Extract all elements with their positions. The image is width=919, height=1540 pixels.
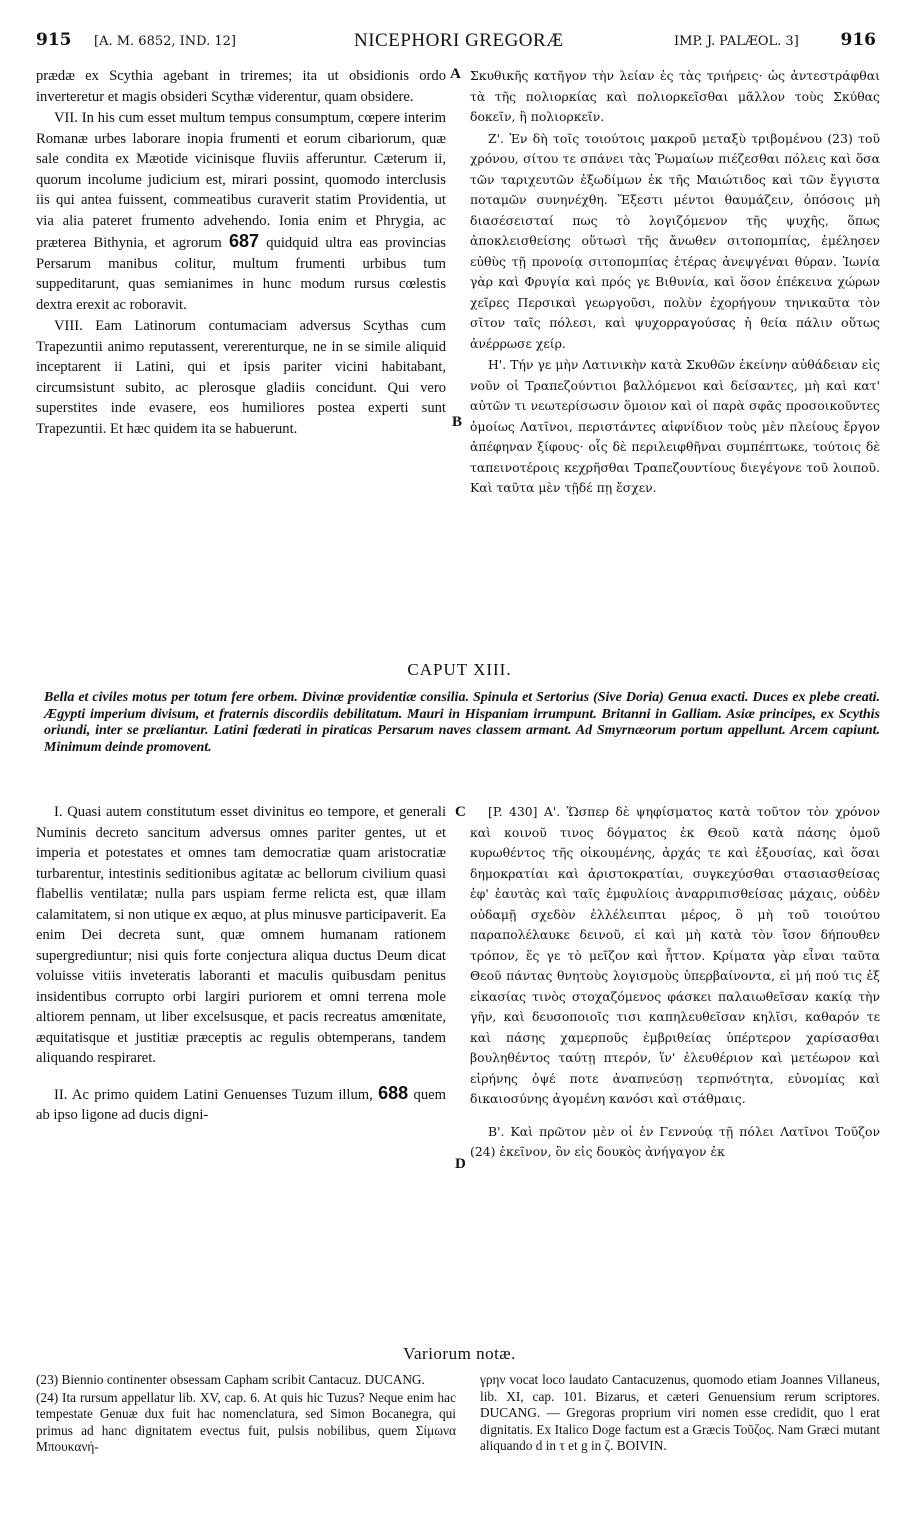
column-marker-d: D [455, 1156, 466, 1172]
page-number-left: 915 [36, 30, 72, 50]
latin-paragraph-ii-continued: quem ab ipso ligone ad ducis digni- [36, 1086, 446, 1123]
latin-paragraph-ii-text: II. Ac primo quidem Latini Genuenses Tuzum illum, [54, 1086, 373, 1103]
greek-column-section1 [470, 66, 880, 641]
year-indiction-bracket: [A. M. 6852, IND. 12] [94, 34, 236, 49]
chapter-argument: Bella et civiles motus per totum fere orbem. Divinæ providentiæ consilia. Spinula et Sertorius (Sive Doria) Genua exacti. Duces ex plebe creati. Ægypti imperium divisum, et fraternis discordiis debilitatum. Mauri in Hispaniam irrumpunt. Britanni in Galliam. Asiæ principes, ex Scythis oriundi, inter se præliantur. Latini fœderati in piraticas Persarum naves classem armant. Ad Smyrnæorum portum appellunt. Arcem capiunt. Minimum deinde promovent. [44, 690, 880, 755]
latin-paragraph-ii [36, 1083, 446, 1126]
margin-page-marker-687: 687 [229, 231, 260, 251]
latin-column-section1 [36, 66, 446, 636]
greek-paragraph-a [470, 802, 880, 1110]
latin-paragraph-i: I. Quasi autem constitutum esset divinitus eo tempore, et generali Numinis decreto sancitum adversus omnes pariter gentes, ut et imperia et potestates et omnes tam democratiæ quam aristocratiæ turbarentur, intestinis seditionibus agitatæ ac bellorum civilium quasi flabellis ventilatæ; nulla pars uspiam ferme relicta est, quæ illam calamitatem, si non utique ex æquo, at plus minusve participaverit. Ea enim Dei decreta sunt, quæ omnem humanam rationem supergrediuntur; nisi quis forte conjectura aliqua ductus Deum dicat voluisse vitiis inveteratis laboranti et maculis quibusdam penitus insidentibus corrupto orbi largiri puriorem et omni terrena mole altiorem pennam, ut liber excelsusque, et pacis recreatus amœnitate, æquitatisque et justitiæ præceptis ac regulis obtemperans, tandem aliquando respiraret. [36, 804, 446, 1066]
greek-paragraph: Σκυθικῆς κατῆγον τὴν λείαν ἐς τὰς τριήρεις· ὡς ἀντεστράφθαι τὰ τῆς πολιορκίας καὶ πολιορκεῖσθαι μᾶλλον τοὺς Σκύθας δοκεῖν, ἢ πολιορκεῖν. [470, 68, 880, 124]
notes-left-column [36, 1372, 456, 1522]
margin-page-marker-688: 688 [378, 1082, 409, 1103]
greek-paragraph-z: Ζ'. Ἐν δὴ τοῖς τοιούτοις μακροῦ μεταξὺ τριβομένου (23) τοῦ χρόνου, σίτου τε σπάνει τὰς Ῥωμαίων πιέζεσθαι πόλεις καὶ ὅσα τῶν ταριχευτῶν ἐξωδίμων ἐκ τῆς Μαιώτιδος καὶ τῶν ἔγγιστα ποταμῶν συνηνέχθη. Ἔξεστι μέντοι θαυμάζειν, ὁπόσοις μὴ διασέσεισταί πως τὸ λογιζόμενον τῆς ψυχῆς, ὅπως ἀποκλεισθείσης οὕτωσὶ τῆς ἄνωθεν σιτοπομπίας, ἐμέλησεν εὐθὺς τῇ προνοίᾳ σιτοπομπίας ἑτέρας ἀνεψγέναι θύραν. Ἰωνία γὰρ καὶ Φρυγία καὶ πρός γε Βιθυνία, καὶ ὅσον ἐπέκεινα χώρων χεῖρες Περσικαὶ γεωργοῦσι, πολὺν ἐχορήγουν τηνικαῦτα τὸν σῖτον ταῖς πόλεσι, καὶ ψυχορραγούσας ἡ θεία πάλιν οὕτως ἀνέρρωσε χείρ. [470, 130, 880, 351]
latin-paragraph-vii-text: VII. In his cum esset multum tempus consumptum, cœpere interim Romanæ urbes laborare inopia frumenti et eorum cibariorum, quæ sale condita ex Mæotide vicinisque fluviis afferuntur. Cæterum ii, quorum incolume judicium est, mirari possint, quomodo interclusis iis qui antea fuissent, commeatibus curaverit statim Providentia, ut via alia pateret frumento advehendo. Ionia enim et Phrygia, ac præterea Bithynia, et agrorum [36, 110, 446, 251]
notes-right-column [480, 1372, 880, 1522]
greek-paragraph-h: Η'. Τήν γε μὴν Λατινικὴν κατὰ Σκυθῶν ἐκείνην αὐθάδειαν εἰς νοῦν οἱ Τραπεζούντιοι βαλλόμενοι καὶ δείσαντες, μὴ καὶ κατ' αὐτῶν τι νεωτερίσωσιν ὅμοιον καὶ οἱ παρὰ σφᾶς προσοικοῦντες ὁμοίως Λατῖνοι, περιστάντες αἰφνίδιον τοὺς μὲν πλείους ἔργον ἀπέφηναν ξίφους· οἷς δὲ περιλειφθῆναι συμπέπτωκε, τούτοις δὲ ταπεινοτέροις κεχρῆσθαι Τραπεζουντίους διεγέγονε τοῦ λοιποῦ. Καὶ ταῦτα μὲν τῇδέ πῃ ἔσχεν. [470, 357, 880, 495]
column-marker-c: C [455, 804, 466, 820]
column-marker-a: A [450, 66, 461, 82]
latin-paragraph-viii: VIII. Eam Latinorum contumaciam adversus Scythas cum Trapezuntii animo reputassent, vererenturque, ne in se simile aliquid inceptarent ii Latini, qui et ipsis pariter vicini habitabant, circumsistunt subito, ac plerosque gladiis concidunt. Qui vero superstites inde evasere, eos humiliores postea experti sunt Trapezuntii. Et hæc quidem ita se habuerunt. [36, 318, 446, 437]
column-marker-b: B [452, 414, 463, 430]
footnote-24-continued: γρην vocat loco laudato Cantacuzenus, quomodo etiam Joannes Villaneus, lib. XI, cap. 101. Bizarus, et cæteri Genuensium rerum scriptores. DUCANG. — Gregoras proprium viri nomen esse credidit, quo l erat dignitatis. Ex Italico Doge factum est a Græcis Τοῦζος. Nam Græci mutant aliquando d in τ et g in ζ. BOIVIN. [480, 1372, 880, 1453]
chapter-title: CAPUT XIII. [407, 660, 512, 679]
greek-paragraph-a-text: Α'. Ὥσπερ δὲ ψηφίσματος κατὰ τοῦτον τὸν χρόνον καὶ κοινοῦ τινος δόγματος ἐκ Θεοῦ κατὰ πάσης ὁμοῦ κυρωθέντος τῆς οἰκουμένης, ἀρχάς τε καὶ ἐξουσίας, καὶ ὅσαι δημοκρατίαι καὶ ἀριστοκρατίαι, συγκεχύσθαι στασιασθείσας ἐφ' ἑαυτὰς καὶ ταῖς ἐμφυλίοις ἀναρριπισθείσας μάχαις, οὐδὲν οὐδαμῇ σχεδὸν ἐλλέλειπται μέρος, ὃ μὴ τοῦ τοιούτου παραπολέλαυκε δεινοῦ, εἰ καὶ μὴ κατὰ τὸν ἴσον δήπουθεν τρόπον, ἕς γε τὸ μεῖζον καὶ ἧττον. Κρίματα γὰρ εἶναι ταῦτα Θεοῦ πάντας θνητοὺς λογισμοὺς ὑπερβαίνοντα, εἰ μή πού τις ἐξ εἰκασίας τινὸς στοχαζόμενος φάσκει παλαιωθεῖσαν κακίᾳ τὴν γῆν, καὶ δευσοποιοῖς τισι καπηλευθεῖσαν κηλῖσι, καθαρόν τε καὶ πάσης χαμερποῦς ἐμβριθείας ὑπέρτερον χαρίσασθαι βουληθέντος ταύτῃ πτερόν, ἵν' ἐλευθέριον καὶ μετέωρον καὶ εἰρήνης ὀψέ ποτε ἀναπνεύσῃ τερπνότητα, εὐνομίας καὶ δικαιοσύνης ἀγομένη κανόσι καὶ στάθμαις. [470, 804, 880, 1106]
greek-paragraph-b: Β'. Καὶ πρῶτον μὲν οἱ ἐν Γεννούᾳ τῇ πόλει Λατῖνοι Τοῦζον (24) ἐκεῖνον, ὃν εἰς δουκὸς ἀνήγαγον ἐκ [470, 1123, 880, 1159]
emperor-bracket: IMP. J. PALÆOL. 3] [674, 34, 799, 49]
greek-column-section2 [470, 802, 880, 1342]
latin-paragraph-vii-continued: quidquid ultra eas provincias Persarum manibus colitur, multum frumenti urbibus tum suppeditarunt, quas semianimes in hunc modum rursus cœlestis dextra erexit ac roboravit. [36, 235, 446, 313]
author-title: NICEPHORI GREGORÆ [354, 30, 564, 51]
latin-paragraph-vii [36, 108, 446, 315]
running-head [36, 30, 876, 56]
latin-paragraph: prædæ ex Scythia agebant in triremes; ita ut obsidionis ordo inverteretur et magis obsideri Scythæ viderentur, quam obsidere. [36, 68, 446, 105]
latin-column-section2 [36, 802, 446, 1337]
footnote-24: (24) Ita rursum appellatur lib. XV, cap. 6. At quis hic Tuzus? Neque enim hac tempestate Genuæ dux fuit hac nomenclatura, sed Simon Bocanegra, qui primus ad hanc dignitatem evectus fuit, pulsis nobilibus, quem Σίμωνα Μπουκανή- [36, 1389, 456, 1454]
notes-title: Variorum notæ. [403, 1344, 516, 1363]
original-page-number: [P. 430] [488, 804, 538, 819]
footnote-23: (23) Biennio continenter obsessam Capham scribit Cantacuz. DUCANG. [36, 1372, 425, 1387]
page-number-right: 916 [840, 30, 876, 50]
